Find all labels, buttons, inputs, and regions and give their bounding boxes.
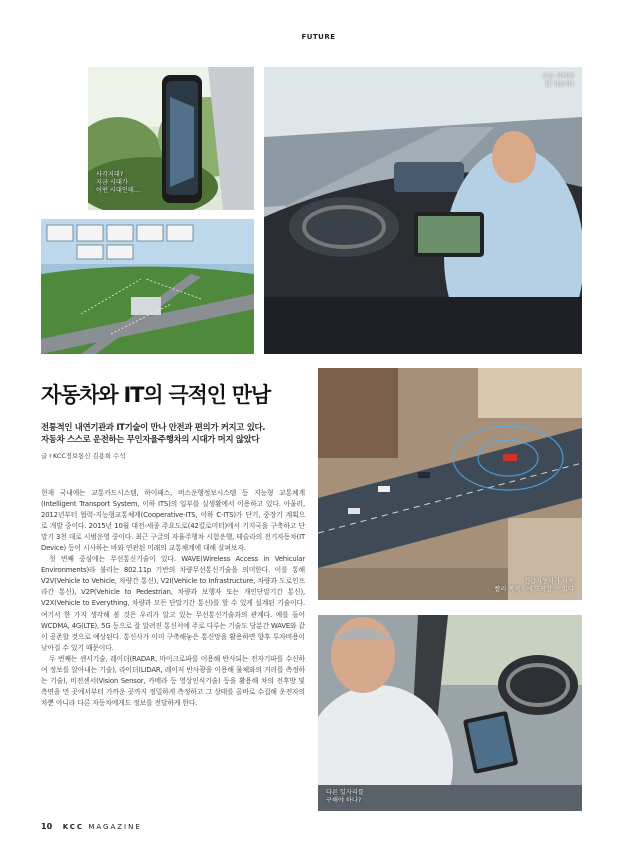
driver-caption-line: 다른 일자리를 (326, 789, 364, 796)
driver-tablet-photo (318, 615, 582, 811)
driver-caption-line: 구해야 하나? (326, 797, 362, 804)
article-title (41, 379, 311, 409)
page-footer (41, 822, 142, 831)
article-subtitle (41, 421, 311, 445)
magazine-brand: KCC (62, 823, 85, 831)
aerial-road-photo (318, 368, 582, 600)
mirror-camera-photo (88, 67, 254, 210)
body-paragraph: 첫 번째 중심에는 무선통신기술이 있다. WAVE(Wireless Access in Vehicular Environments)라 불리는 802.11p 기반의 차량무선통신기술을 의미한다. 이를 통해 V2V(Vehicle to Vehicle, 차량간 통신), V2I(Vehicle to Infrastructure, 차량과 도로인프라간 통신), V2P(Vehicle to Pedestrian, 차량과 보행자 또는 개인단말기간 통신), V2X(Vehicle to Everything, 차량과 모든 단말기간 통신)를 할 수 있게 설계된 기술이다. 여기서 한 가지 생각해 볼 것은 우리가 알고 있는 무선통신기술과의 관계다. 예를 들어 WCDMA, 4G(LTE), 5G 등으로 잘 알려진 통신서에 주로 다루는 기술도 당분간 WAVE와 같이 공존할 것으로 예상된다. 통신사가 이미 구축해놓은 통신망을 활용하면 향후 투자비용이 낮아질 수 있기 때문이다. (41, 555, 305, 652)
article-title-rest: 극적인 만남 (162, 383, 270, 407)
mirror-caption-line: 지금 시대가 (96, 179, 128, 186)
subtitle-line: 자동차 스스로 운전하는 무인자율주행차의 시대가 머지 않았다 (41, 434, 260, 444)
mirror-caption (96, 171, 140, 195)
truck-cockpit-photo (264, 67, 582, 354)
aerial-caption (494, 578, 574, 594)
body-paragraph: 현재 국내에는 교통카드시스템, 하이패스, 버스운행정보시스템 등 지능형 교통체계(Intelligent Transport System, 이하 ITS)의 일부를 실생활에서 이용하고 있다. 아울러, 2012년부터 협력-지능형교통체계(Cooperative-ITS, 이하 C-ITS)가 단기, 중장기 계획으로 개발 중이다. 2015년 10월 대전-세종 주요도로(42킬로미터)에서 기지국을 구축하고 단말기 3천 대로 시범운영 중이다. 최근 구글의 자율주행차 시험운행, 테슬라의 전기자동차(IT Device) 등이 시사하는 바와 연관된 미래의 교통체계에 대해 살펴보자. (41, 489, 305, 553)
its-network-illustration (41, 219, 254, 354)
driver-caption (326, 789, 364, 805)
magazine-name (63, 823, 142, 831)
byline: 글 l KCC정보통신 김용희 수석 (41, 452, 126, 460)
page-number: 10 (41, 822, 53, 831)
cockpit-caption (542, 73, 574, 89)
subtitle-line: 전통적인 내연기관과 IT기술이 만나 안전과 편의가 커지고 있다. (41, 422, 266, 432)
aerial-caption-line: 빨리 목적지에 도착할 수 있다 (494, 586, 574, 593)
article-title-main: 자동차와 IT의 (41, 383, 163, 407)
cockpit-caption-line: 오늘 저녁에 (542, 73, 574, 80)
aerial-caption-line: 긴급자동차가 더욱 (524, 578, 574, 585)
cockpit-caption-line: 뭘 먹을까? (544, 81, 574, 88)
body-paragraph: 두 번째는 센서기술, 레이더(RADAR, 마이크로파를 이용해 반사되는 전자기파를 수신하여 정보를 알아내는 기술), 라이더(LIDAR, 레이저 반사광을 이용해 물체와의 거리를 측정하는 기술), 비전센서(Vision Sensor, 카메라 등 영상인식기술) 등을 활용해 차의 전후방 및 측면을 먼 곳에서부터 가까운 곳까지 정밀하게 측정하고 그 상태를 올바로 수집해 운전자의 차뿐 아니라 다른 자동차에게도 정보를 전달하게 한다. (41, 654, 305, 707)
mirror-caption-line: 사각지대? (96, 171, 124, 178)
mirror-caption-line: 어떤 시대인데… (96, 187, 141, 194)
magazine-word: MAGAZINE (88, 823, 142, 831)
article-body (41, 488, 305, 709)
section-label: FUTURE (301, 33, 336, 41)
